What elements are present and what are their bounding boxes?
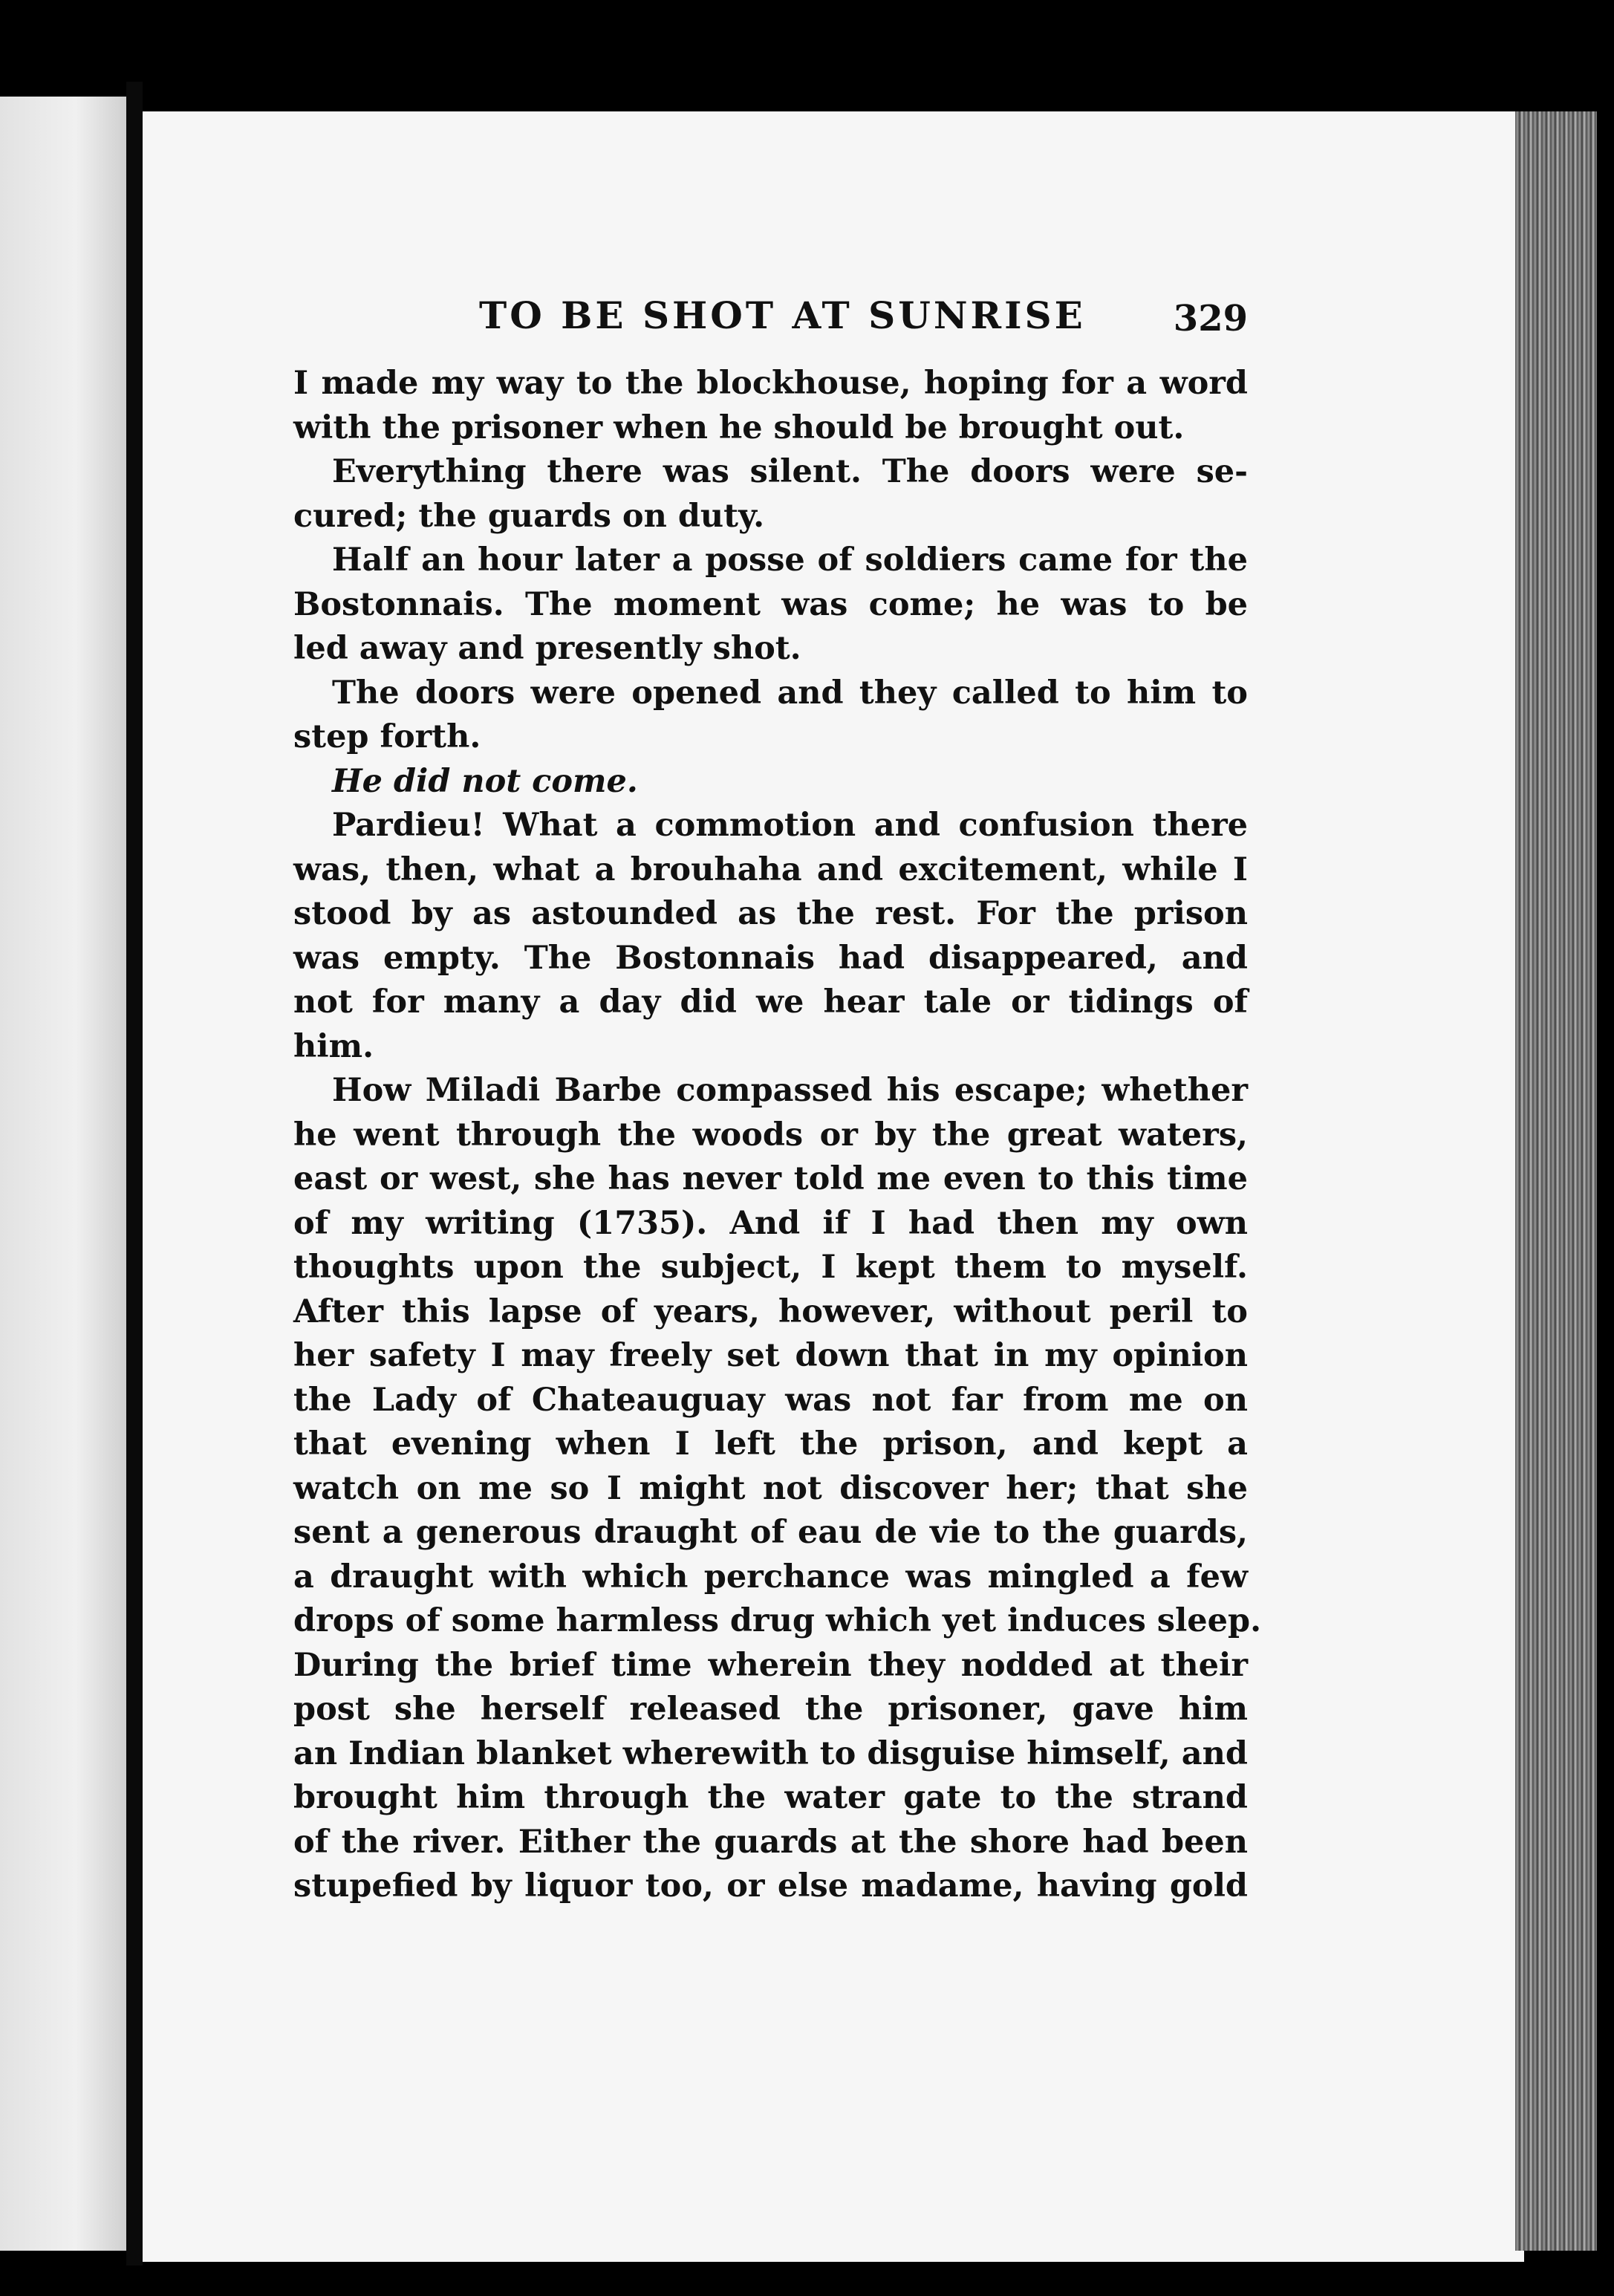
text-line: Pardieu! What a commotion and confusion there: [332, 807, 1248, 844]
text-line: not for many a day did we hear tale or tidings of: [293, 983, 1248, 1021]
text-line: brought him through the water gate to the strand: [293, 1779, 1248, 1816]
text-line: that evening when I left the prison, and kept a: [293, 1425, 1248, 1463]
text-line: After this lapse of years, however, without peril to: [293, 1292, 1248, 1330]
facing-page-edge: [0, 97, 126, 2251]
page-content: [293, 293, 1262, 1909]
text-line: cured; the guards on duty.: [293, 497, 765, 535]
running-title: TO BE SHOT AT SUNRISE: [479, 293, 1086, 337]
text-line: step forth.: [293, 718, 481, 755]
text-line: The doors were opened and they called to him to: [332, 674, 1248, 712]
text-line: During the brief time wherein they nodded at their: [293, 1646, 1248, 1684]
text-line: sent a generous draught of eau de vie to the guards,: [293, 1514, 1248, 1551]
text-line: drops of some harmless drug which yet induces sleep.: [293, 1602, 1262, 1639]
text-line: How Miladi Barbe compassed his escape; whether: [332, 1072, 1248, 1109]
text-line: an Indian blanket wherewith to disguise himself, and: [293, 1734, 1248, 1772]
text-line: thoughts upon the subject, I kept them to myself.: [293, 1249, 1248, 1286]
text-line: her safety I may freely set down that in my opinion: [293, 1337, 1248, 1374]
text-line: east or west, she has never told me even to this time: [293, 1160, 1248, 1197]
text-line: him.: [293, 1027, 374, 1065]
page-stack-edge: [1515, 111, 1597, 2251]
running-head: [293, 293, 1248, 353]
book-gutter: [126, 82, 143, 2266]
text-line: stupefied by liquor too, or else madame, having gold: [293, 1867, 1248, 1905]
text-line: I made my way to the blockhouse, hoping for a word: [293, 365, 1248, 402]
text-line: Bostonnais. The moment was come; he was to be: [293, 585, 1248, 623]
body-text: [293, 362, 1262, 1909]
text-line: post she herself released the prisoner, gave him: [293, 1691, 1248, 1728]
text-line: He did not come.: [332, 762, 638, 800]
text-line: a draught with which perchance was mingled a few: [293, 1558, 1248, 1596]
text-line: stood by as astounded as the rest. For the prison: [293, 895, 1248, 932]
text-line: he went through the woods or by the great waters,: [293, 1116, 1248, 1154]
text-line: of the river. Either the guards at the shore had been: [293, 1823, 1248, 1861]
page-number: 329: [1173, 298, 1248, 339]
text-line: the Lady of Chateauguay was not far from me on: [293, 1381, 1248, 1419]
text-line: watch on me so I might not discover her; that she: [293, 1469, 1248, 1507]
text-line: Half an hour later a posse of soldiers came for the: [332, 542, 1248, 579]
text-line: led away and presently shot.: [293, 630, 801, 667]
text-line: was, then, what a brouhaha and excitement, while I: [293, 851, 1248, 888]
text-line: Everything there was silent. The doors were se-: [332, 453, 1248, 490]
text-line: was empty. The Bostonnais had disappeared, and: [293, 939, 1248, 977]
text-line: with the prisoner when he should be brought out.: [293, 409, 1185, 446]
text-line: of my writing (1735). And if I had then my own: [293, 1204, 1248, 1242]
